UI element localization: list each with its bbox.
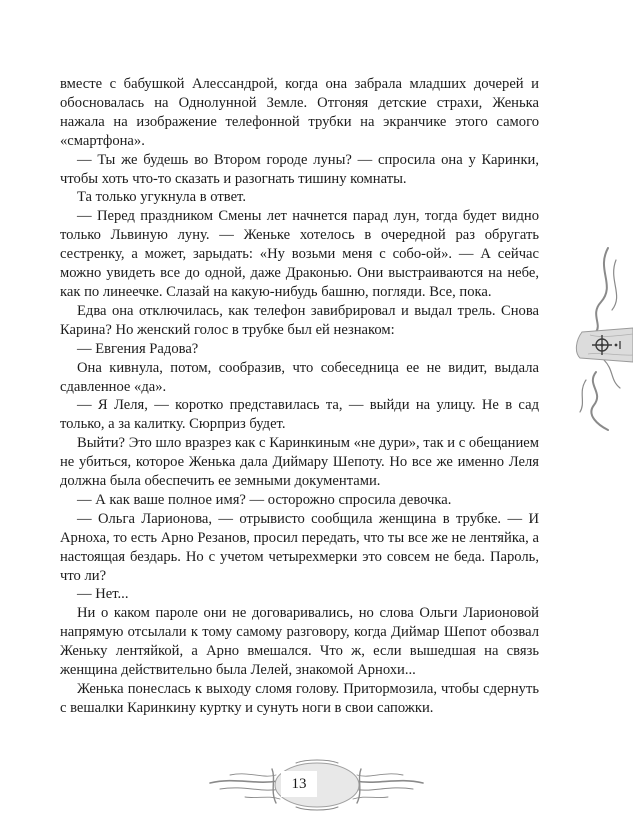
- paragraph: — Перед праздником Смены лет начнется парад лун, тогда будет видно только Львиную луну. — Женьке хотелось в очередной раз обругать сестренку, а может, зарыдать: «Ну возьми меня с собо-ой». — А сейчас можно увидеть все до одной, даже Драконью. Они выстраиваются на небе, как по линеечке. Слазай на какую-нибудь башню, погляди. Все, пока.: [60, 208, 539, 300]
- body-text: [60, 75, 539, 718]
- paragraph: — Ольга Ларионова, — отрывисто сообщила женщина в трубке. — И Арноха, то есть Арно Резанов, просил передать, что ты все же не лентяйка, а настоящая бездарь. Но с учетом четырехмерки это совсем не беда. Пароль, что ли?: [60, 510, 539, 584]
- page-number: 13: [281, 771, 317, 797]
- paragraph: Она кивнула, потом, сообразив, что собеседница ее не видит, выдала сдавленное «да».: [60, 359, 539, 395]
- paragraph: Та только угукнула в ответ.: [77, 189, 246, 206]
- paragraph: Женька понеслась к выходу сломя голову. Притормозила, чтобы сдернуть с вешалки Каринкину куртку и сунуть ноги в свои сапожки.: [60, 681, 539, 716]
- paragraph: Ни о каком пароле они не договаривались, но слова Ольги Ларионовой напрямую отсылали к тому самому разговору, когда Диймар Шепот обозвал Женьку лентяйкой, а Арно вмешался. Что ж, если вышедшая на связь женщина действительно была Лелей, знакомой Арнохи...: [60, 605, 539, 679]
- paragraph: — Ты же будешь во Втором городе луны? — спросила она у Каринки, чтобы хоть что-то сказать и разогнать тишину комнаты.: [60, 151, 539, 187]
- paragraph: — Нет...: [77, 586, 129, 603]
- side-ornament-icon: [556, 240, 633, 440]
- paragraph: — А как ваше полное имя? — осторожно спросила девочка.: [77, 491, 452, 508]
- paragraph: — Евгения Радова?: [77, 340, 199, 357]
- paragraph: Едва она отключилась, как телефон завибрировал и выдал трель. Снова Карина? Но женский голос в трубке был ей незнаком:: [60, 302, 539, 338]
- paragraph: Выйти? Это шло вразрез как с Каринкиным «не дури», так и с обещанием не убиться, которое Женька дала Диймару Шепоту. Но все же именно Леля должна была обеспечить ее земными документами.: [60, 435, 539, 490]
- paragraph: — Я Леля, — коротко представилась та, — выйди на улицу. Не в сад только, а за калитку. Сюрприз будет.: [60, 397, 539, 433]
- paragraph: вместе с бабушкой Алессандрой, когда она забрала младших дочерей и обосновалась на Однолунной Земле. Отгоняя детские страхи, Женька нажала на изображение телефонной трубки на экранчике этого самого «смартфона».: [60, 76, 539, 149]
